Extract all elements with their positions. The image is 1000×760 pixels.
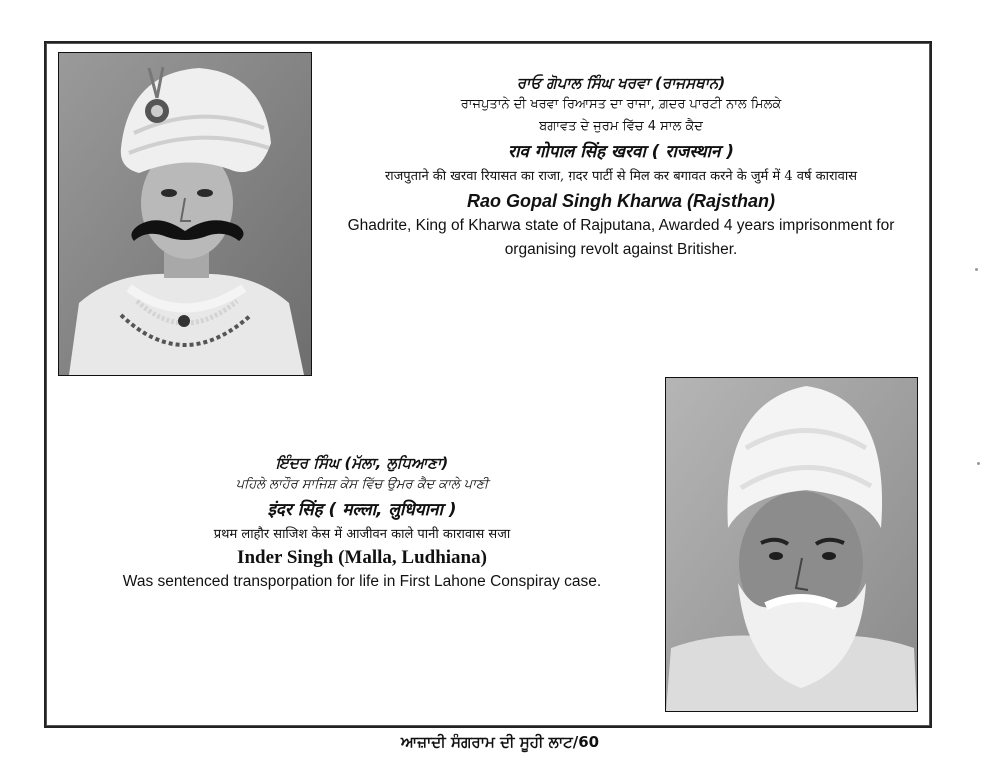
description-hindi: प्रथम लाहौर साजिश केस में आजीवन काले पानी कारावास सजा: [213, 527, 511, 542]
scan-speck: [975, 268, 978, 271]
name-hindi: इंदर सिंह ( मल्ला, लुधियाना ): [267, 500, 457, 520]
description-english: Was sentenced transporpation for life in First Lahone Conspiray case.: [122, 573, 602, 590]
entry-rao-gopal-singh: [318, 72, 924, 262]
description-punjabi-line-1: ਰਾਜਪੁਤਾਨੇ ਦੀ ਖਰਵਾ ਰਿਆਸਤ ਦਾ ਰਾਜਾ, ਗ਼ਦਰ ਪਾਰਟੀ ਨਾਲ ਮਿਲਕੇ: [460, 97, 782, 112]
description-punjabi: ਪਹਿਲੇ ਲਾਹੌਰ ਸਾਜਿਸ਼ ਕੇਸ ਵਿੱਚ ਉਮਰ ਕੈਦ ਕਾਲੇ ਪਾਣੀ: [235, 477, 489, 492]
portrait-rao-gopal-singh: [58, 52, 312, 376]
description-english-line-1: Ghadrite, King of Kharwa state of Rajputana, Awarded 4 years imprisonment for: [347, 217, 895, 234]
name-punjabi: ਇੰਦਰ ਸਿੰਘ (ਮੱਲਾ, ਲੁਧਿਆਣਾ): [275, 454, 449, 472]
description-hindi: राजपुताने की खरवा रियासत का राजा, ग़दर पार्टी से मिल कर बगावत करने के जुर्म में 4 वर्ष कारावास: [384, 169, 858, 184]
name-english: Rao Gopal Singh Kharwa (Rajsthan): [466, 191, 776, 211]
portrait-inder-singh: [665, 377, 918, 712]
scan-speck: [977, 462, 980, 465]
description-punjabi-line-2: ਬਗਾਵਤ ਦੇ ਜੁਰਮ ਵਿੱਚ 4 ਸਾਲ ਕੈਦ: [539, 119, 703, 134]
name-punjabi: ਰਾਓ ਗੋਪਾਲ ਸਿੰਘ ਖਰਵਾ (ਰਾਜਸਥਾਨ): [516, 74, 726, 92]
name-english: Inder Singh (Malla, Ludhiana): [237, 547, 487, 568]
entry-inder-singh: [92, 452, 632, 594]
name-hindi: राव गोपाल सिंह खरवा ( राजस्थान ): [508, 142, 734, 162]
page-footer: ਆਜ਼ਾਦੀ ਸੰਗਰਾਮ ਦੀ ਸੂਹੀ ਲਾਟ/60: [400, 733, 600, 751]
description-english-line-2: organising revolt against Britisher.: [504, 241, 738, 258]
